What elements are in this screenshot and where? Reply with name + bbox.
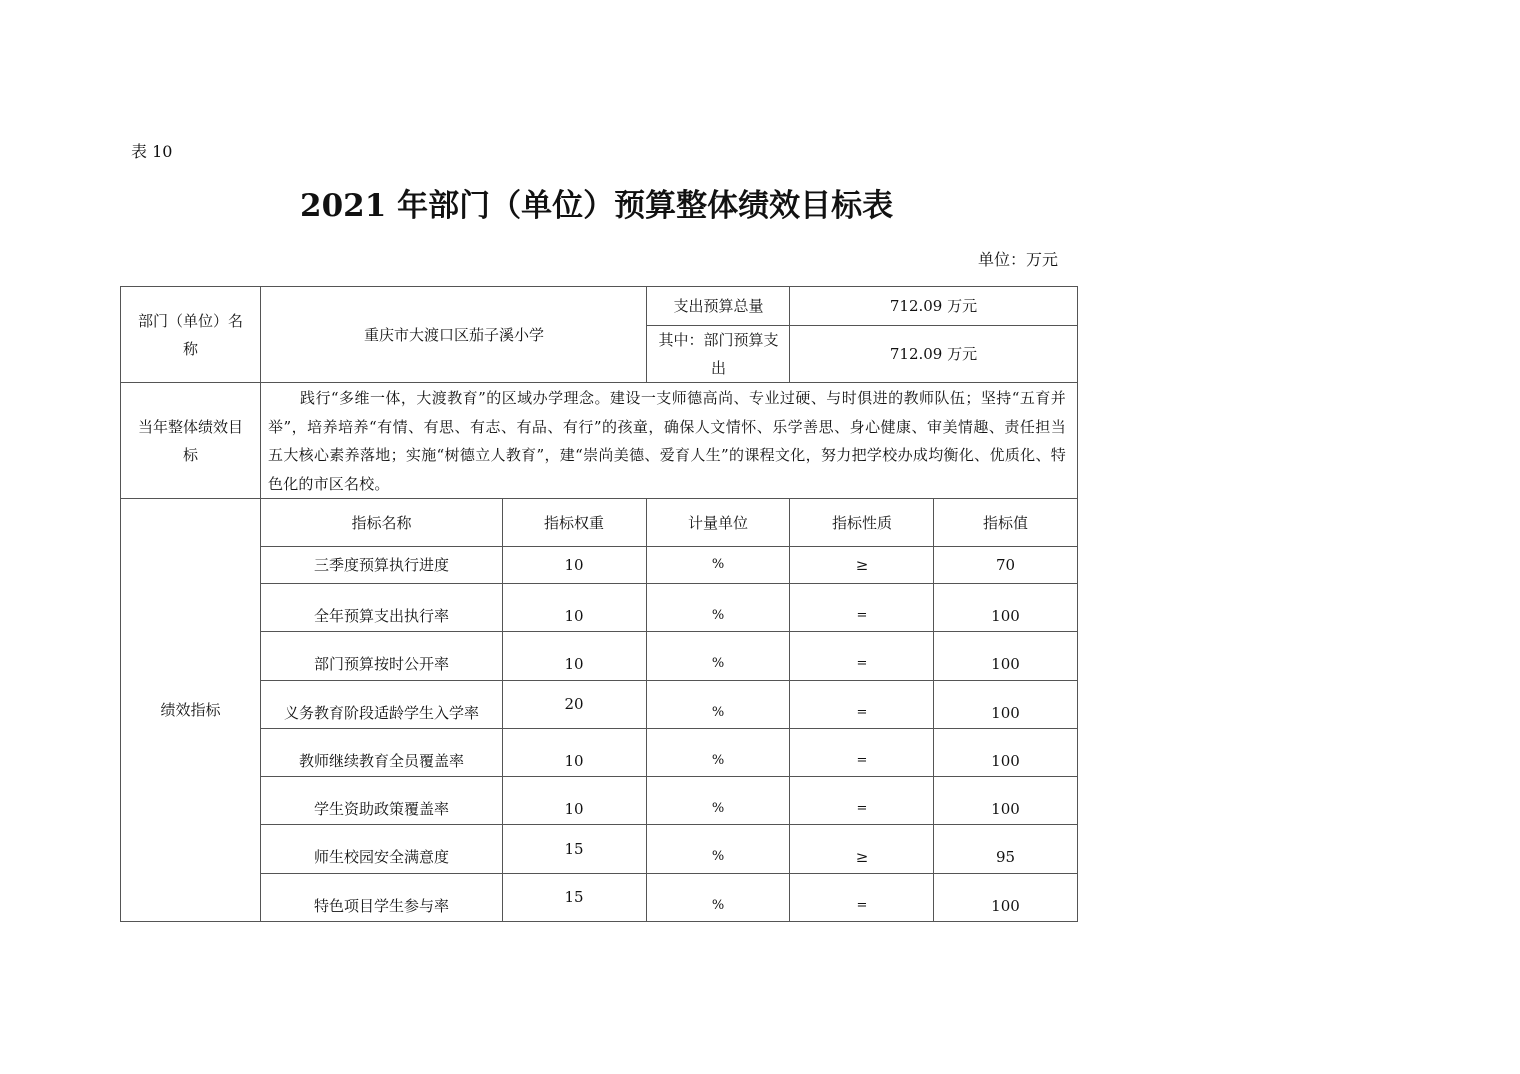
indicator-weight: 10 xyxy=(564,556,584,574)
indicator-value: 100 xyxy=(991,655,1020,673)
col-header-weight: 指标权重 xyxy=(543,513,604,532)
divider xyxy=(260,873,1078,874)
divider xyxy=(260,631,1078,632)
indicator-nature: = xyxy=(856,705,868,720)
indicator-nature: = xyxy=(856,608,868,623)
indicator-nature: ≥ xyxy=(855,848,869,866)
divider xyxy=(789,498,790,922)
dept-budget-value: 712.09 万元 xyxy=(889,345,978,363)
annual-goal-label: 当年整体绩效目标 xyxy=(137,417,243,464)
indicator-weight: 10 xyxy=(564,800,584,818)
indicator-unit: % xyxy=(711,898,725,913)
dept-name-cell xyxy=(261,287,647,382)
col-header-value: 指标值 xyxy=(982,513,1028,532)
divider xyxy=(120,498,1078,499)
indicator-weight: 15 xyxy=(564,888,584,906)
indicator-name: 特色项目学生参与率 xyxy=(313,897,449,915)
indicator-value: 95 xyxy=(995,848,1016,866)
dept-name: 重庆市大渡口区茄子溪小学 xyxy=(363,325,544,344)
total-budget-value-cell xyxy=(790,287,1077,325)
indicator-unit: % xyxy=(711,608,725,623)
indicator-name: 教师继续教育全员覆盖率 xyxy=(298,752,464,770)
unit-label: 单位：万元 xyxy=(978,250,1059,269)
indicator-unit: % xyxy=(711,753,725,768)
col-header-name: 指标名称 xyxy=(351,513,412,532)
indicator-value: 100 xyxy=(991,704,1020,722)
divider xyxy=(789,286,790,382)
divider xyxy=(260,680,1078,681)
indicator-nature: = xyxy=(856,656,868,671)
indicator-value: 100 xyxy=(991,607,1020,625)
divider xyxy=(933,498,934,922)
divider xyxy=(260,824,1078,825)
indicator-unit: % xyxy=(711,705,725,720)
divider xyxy=(260,546,1078,547)
dept-label: 部门（单位）名称 xyxy=(137,311,243,358)
divider xyxy=(646,498,647,922)
total-budget-value: 712.09 万元 xyxy=(889,297,978,315)
annual-goal-label-cell xyxy=(121,383,260,498)
indicators-section-label-cell xyxy=(121,499,260,921)
col-header-nature: 指标性质 xyxy=(831,513,892,532)
dept-budget-value-cell xyxy=(790,326,1077,382)
divider xyxy=(260,728,1078,729)
total-budget-label: 支出预算总量 xyxy=(673,297,764,315)
divider xyxy=(502,498,503,922)
indicators-section-label: 绩效指标 xyxy=(160,701,221,719)
table-border-top xyxy=(120,286,1078,287)
indicator-nature: = xyxy=(856,801,868,816)
divider xyxy=(646,325,1078,326)
indicator-nature: = xyxy=(856,898,868,913)
indicator-nature: ≥ xyxy=(855,556,869,574)
table-number: 表 10 xyxy=(131,142,173,161)
indicator-nature: = xyxy=(856,753,868,768)
divider xyxy=(120,382,1078,383)
indicator-unit: % xyxy=(711,801,725,816)
divider xyxy=(646,286,647,382)
indicator-value: 100 xyxy=(991,897,1020,915)
indicator-weight: 10 xyxy=(564,655,584,673)
annual-goal-text: 践行“多维一体，大渡教育”的区域办学理念。建设一支师德高尚、专业过硬、与时俱进的教师队伍；坚持“五育并举”，培养培养“有情、有思、有志、有品、有行”的孩童，确保人文情怀、乐学善思、身心健康、审美情趣、责任担当五大核心素养落地；实施“树德立人教育”，建“崇尚美德、爱育人生”的课程文化，努力把学校办成均衡化、优质化、特色化的市区名校。 xyxy=(268,389,1066,493)
divider xyxy=(260,583,1078,584)
indicator-name: 义务教育阶段适龄学生入学率 xyxy=(283,704,479,722)
indicator-weight: 10 xyxy=(564,607,584,625)
indicator-unit: % xyxy=(711,557,725,572)
dept-label-cell xyxy=(121,287,260,382)
indicator-name: 师生校园安全满意度 xyxy=(313,848,449,866)
indicator-name: 部门预算按时公开率 xyxy=(313,655,449,673)
indicator-weight: 10 xyxy=(564,752,584,770)
dept-budget-label-cell xyxy=(647,326,790,382)
indicator-unit: % xyxy=(711,849,725,864)
indicator-name: 全年预算支出执行率 xyxy=(313,607,449,625)
indicator-name: 学生资助政策覆盖率 xyxy=(313,800,449,818)
indicator-weight: 15 xyxy=(564,840,584,858)
indicator-name: 三季度预算执行进度 xyxy=(313,556,449,574)
table-border-bottom xyxy=(120,921,1078,922)
divider xyxy=(260,776,1078,777)
indicator-value: 100 xyxy=(991,800,1020,818)
dept-budget-label: 其中：部门预算支出 xyxy=(658,331,779,377)
indicator-value: 70 xyxy=(995,556,1016,574)
indicator-value: 100 xyxy=(991,752,1020,770)
indicator-weight: 20 xyxy=(564,695,584,713)
total-budget-label-cell xyxy=(647,287,790,325)
indicator-unit: % xyxy=(711,656,725,671)
page-title: 2021 年部门（单位）预算整体绩效目标表 xyxy=(300,188,894,224)
col-header-unit: 计量单位 xyxy=(687,513,748,532)
